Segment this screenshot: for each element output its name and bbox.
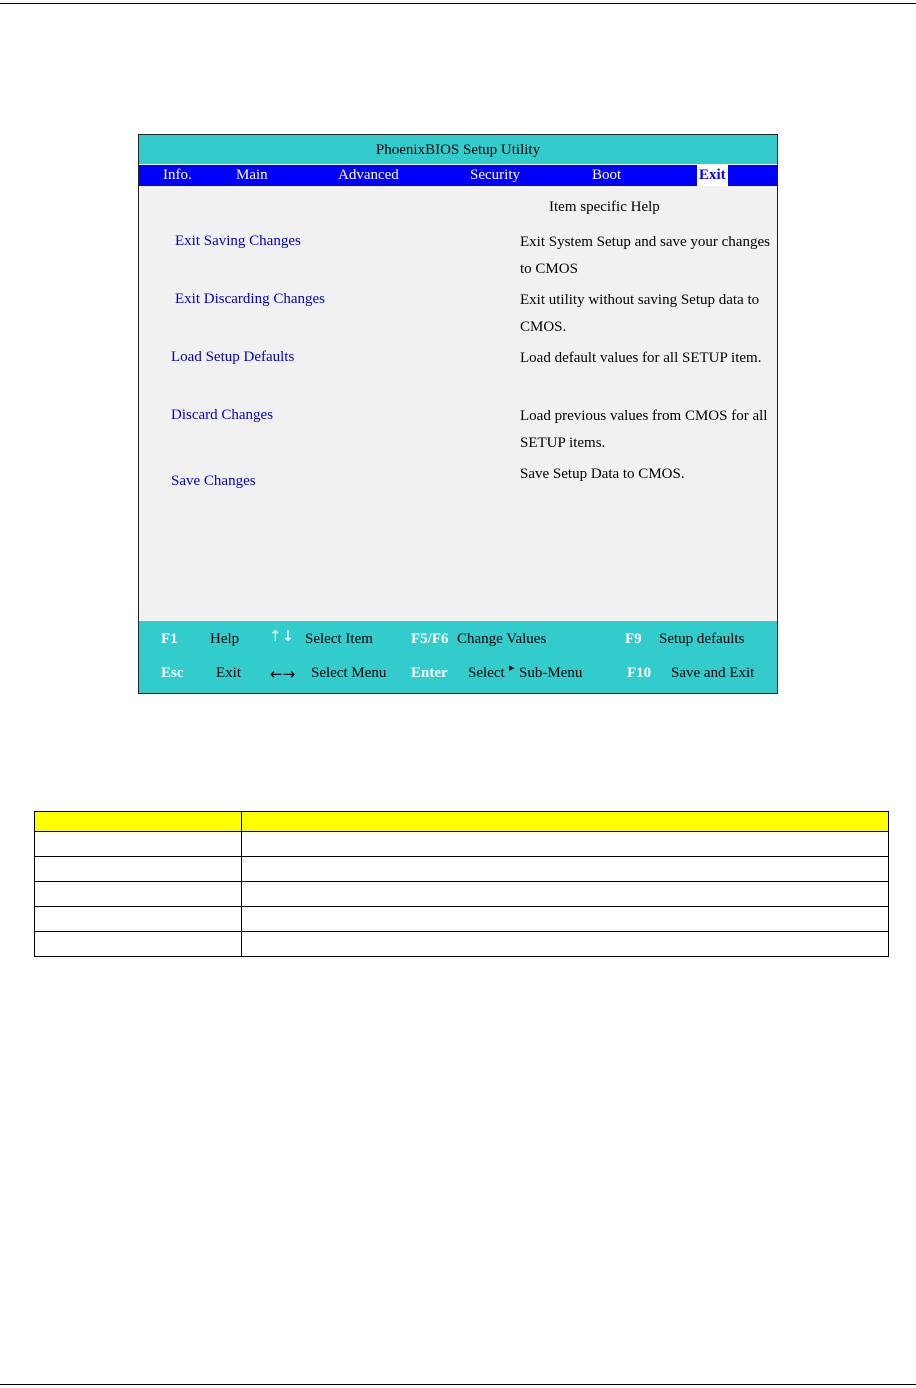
f9-key: F9 [625,631,642,647]
esc-key: Esc [161,665,184,681]
help-exit-discarding-changes: Exit utility without saving Setup data to CMOS. [520,292,760,335]
tab-boot[interactable]: Boot [592,167,622,183]
tab-main[interactable]: Main [236,167,268,183]
option-exit-saving-changes[interactable]: Exit Saving Changes [175,233,301,249]
table-cell [242,882,889,907]
f1-key: F1 [161,631,178,647]
table-header-cell [242,812,889,832]
f10-key: F10 [627,665,652,681]
enter-key: Enter [411,665,448,681]
bios-key-legend [139,621,777,693]
table-cell [35,857,242,882]
bios-setup-screenshot [138,134,778,694]
tab-security[interactable]: Security [470,167,520,183]
help-discard-changes: Load previous values from CMOS for all SETUP items. [520,408,768,451]
option-exit-discarding-changes[interactable]: Exit Discarding Changes [175,291,325,307]
up-down-arrows-icon: ↑↓ [269,627,295,645]
table-row [35,882,889,907]
select-item-label: Select Item [305,631,373,647]
tab-advanced[interactable]: Advanced [338,167,399,183]
exit-menu-parameter-table [34,811,889,957]
sub-menu-label: Sub-Menu [519,665,583,681]
table-row [35,857,889,882]
f5-f6-key: F5/F6 [411,631,449,647]
table-cell [35,907,242,932]
table-row [35,932,889,957]
table-cell [35,882,242,907]
save-and-exit-label: Save and Exit [671,665,755,681]
table-cell [242,907,889,932]
f1-label: Help [210,631,240,647]
option-load-setup-defaults[interactable]: Load Setup Defaults [171,349,295,365]
tab-exit[interactable]: Exit [697,165,728,186]
help-load-setup-defaults: Load default values for all SETUP item. [520,350,762,366]
bios-menu-bar [139,165,777,186]
tab-info[interactable]: Info. [163,167,192,183]
table-header-row [35,812,889,832]
help-exit-saving-changes: Exit System Setup and save your changes to CMOS [520,234,770,277]
table-row [35,907,889,932]
left-right-arrows-icon: ←→ [270,665,296,683]
setup-defaults-label: Setup defaults [659,631,745,647]
option-save-changes[interactable]: Save Changes [171,473,256,489]
help-save-changes: Save Setup Data to CMOS. [520,466,685,482]
table-cell [242,857,889,882]
enter-select-label: Select [468,665,505,681]
table-cell [242,932,889,957]
item-help-heading: Item specific Help [549,199,660,215]
page-top-rule [0,3,916,4]
option-discard-changes[interactable]: Discard Changes [171,407,274,423]
table-cell [35,832,242,857]
change-values-label: Change Values [457,631,547,647]
table-row [35,832,889,857]
table-header-cell [35,812,242,832]
page-bottom-rule [0,1384,916,1385]
select-menu-label: Select Menu [311,665,387,681]
table-cell [35,932,242,957]
bios-title-bar: PhoenixBIOS Setup Utility [139,135,777,164]
table-cell [242,832,889,857]
submenu-arrow-icon: ▸ [509,661,515,674]
esc-label: Exit [216,665,241,681]
